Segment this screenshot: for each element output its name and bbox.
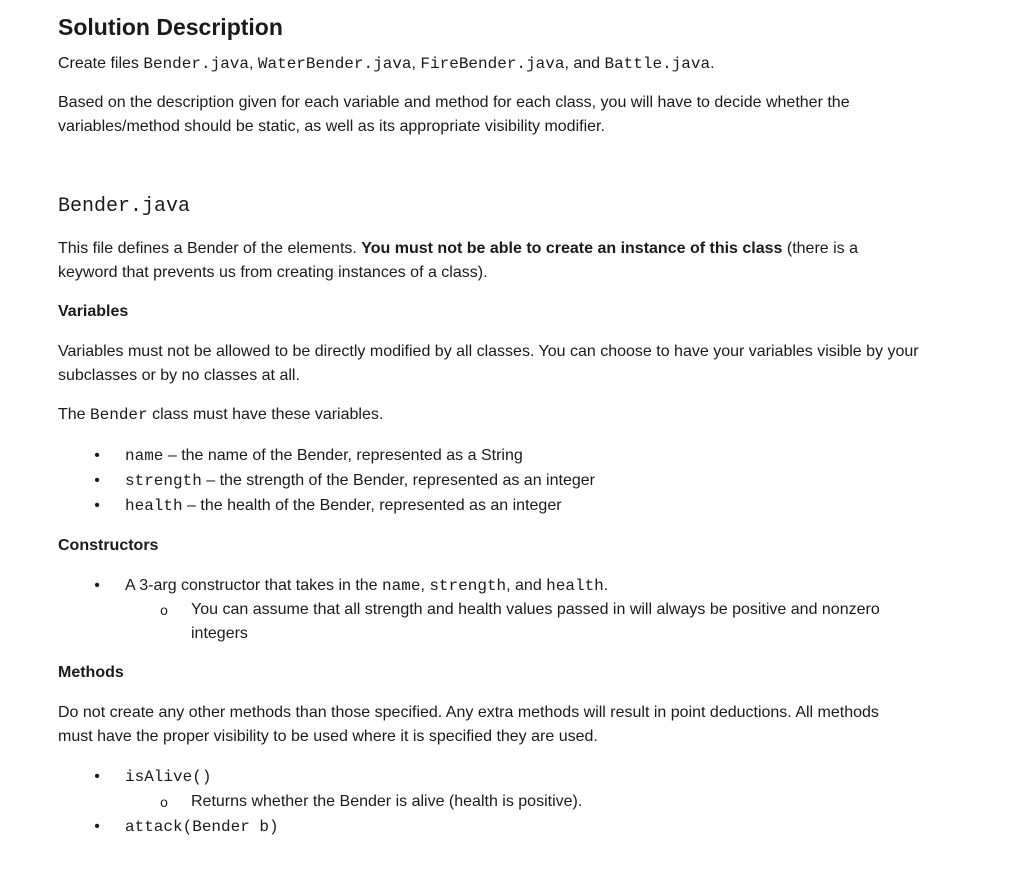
list-item xyxy=(125,469,925,493)
bullet: • xyxy=(94,577,100,594)
page-title: Solution Description xyxy=(58,14,283,40)
constructor-arg: name xyxy=(382,577,421,595)
file-bender: Bender.java xyxy=(143,55,249,73)
bullet: • xyxy=(94,472,100,489)
bender-desc-bold: You must not be able to create an instance of this class xyxy=(361,240,783,257)
method-signature: isAlive() xyxy=(125,768,212,786)
must-have-prefix: The xyxy=(58,406,91,423)
bender-description xyxy=(58,237,908,285)
methods-heading: Methods xyxy=(58,664,124,681)
variable-name: health xyxy=(125,497,183,515)
list-item xyxy=(125,444,925,468)
bender-desc-start: This file defines a Bender of the elements. xyxy=(58,240,362,257)
intro-sep: , xyxy=(411,55,421,72)
bullet: • xyxy=(94,497,100,514)
bender-heading: Bender.java xyxy=(58,195,191,218)
bender-class-code: Bender xyxy=(90,406,148,424)
list-item xyxy=(125,574,925,598)
constructor-arg: strength xyxy=(429,577,507,595)
intro-prefix: Create files xyxy=(58,55,144,72)
method-signature: attack(Bender b) xyxy=(125,818,279,836)
variables-heading: Variables xyxy=(58,303,129,320)
variable-desc: – the strength of the Bender, represented as an integer xyxy=(201,472,595,489)
variable-name: strength xyxy=(125,472,202,490)
methods-paragraph: Do not create any other methods than those specified. Any extra methods will result in point deductions. All methods must have the proper visibility to be used where it is specified they are used. xyxy=(58,704,879,745)
constructors-heading: Constructors xyxy=(58,537,159,554)
variable-desc: – the health of the Bender, represented as an integer xyxy=(182,497,562,514)
file-battle: Battle.java xyxy=(604,55,711,73)
variable-desc: – the name of the Bender, represented as a String xyxy=(163,447,523,464)
file-waterbender: WaterBender.java xyxy=(257,55,412,73)
list-item xyxy=(125,494,925,518)
sub-bullet: o xyxy=(160,602,168,618)
file-firebender: FireBender.java xyxy=(420,55,565,73)
variable-name: name xyxy=(125,447,164,465)
bullet: • xyxy=(94,768,100,785)
must-have-suffix: class must have these variables. xyxy=(147,406,384,423)
sub-list-item: You can assume that all strength and health values passed in will always be positive and nonzero integers xyxy=(191,601,880,642)
sub-bullet: o xyxy=(160,794,168,810)
must-have-paragraph xyxy=(58,403,938,427)
constructor-suffix: . xyxy=(603,577,609,594)
intro-paragraph xyxy=(58,52,938,76)
constructor-arg: health xyxy=(546,577,604,595)
intro-sep: , xyxy=(249,55,258,72)
constructor-prefix: A 3-arg constructor that takes in the xyxy=(125,577,383,594)
bullet: • xyxy=(94,447,100,464)
bender-desc-end: (there is a keyword that prevents us from creating instances of a class). xyxy=(58,240,859,281)
variables-paragraph: Variables must not be allowed to be directly modified by all classes. You can choose to have your variables visible by your subclasses or by no classes at all. xyxy=(58,343,919,384)
sub-list-item: Returns whether the Bender is alive (health is positive). xyxy=(191,793,583,810)
decide-paragraph: Based on the description given for each variable and method for each class, you will have to decide whether the variables/method should be static, as well as its appropriate visibility modifier. xyxy=(58,94,850,135)
bullet: • xyxy=(94,818,100,835)
intro-suffix: . xyxy=(710,55,715,72)
constructor-sep: , and xyxy=(506,577,547,594)
constructor-sep: , xyxy=(420,577,430,594)
intro-sep: , and xyxy=(564,55,605,72)
